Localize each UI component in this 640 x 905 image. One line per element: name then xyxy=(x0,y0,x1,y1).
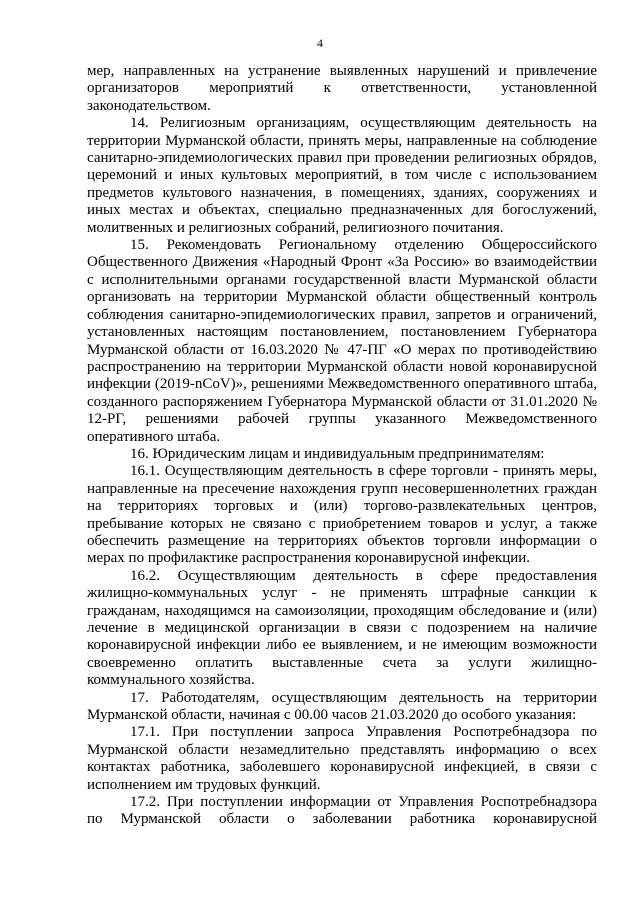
paragraph-17-1: 17.1. При поступлении запроса Управления Роспотребнадзора по Мурманской области незамедлительно представлять информацию о всех контактах работника, заболевшего коронавирусной инфекцией, в связи с исполнением им трудовых функций. xyxy=(87,724,597,793)
paragraph-16-1: 16.1. Осуществляющим деятельность в сфере торговли - принять меры, направленные на пресечение нахождения групп несовершеннолетних граждан на территориях торговых и (или) торгово-развлекательных центров, пребывание которых не связано с приобретением товаров и услуг, а также обеспечить размещение на территориях объектов торговли информации о мерах по профилактике распространения коронавирусной инфекции. xyxy=(87,463,597,567)
paragraph-16: 16. Юридическим лицам и индивидуальным предпринимателям: xyxy=(130,445,545,462)
paragraph-15: 15. Рекомендовать Региональному отделению Общероссийского Общественного Движения «Народный Фронт «За Россию» во взаимодействии с исполнительными органами государственной власти Мурманской области организовать на территории Мурманской области общественный контроль соблюдения санитарно-эпидемиологических правил, запретов и ограничений, установленных настоящим постановлением, постановлением Губернатора Мурманской области от 16.03.2020 № 47-ПГ «О мерах по противодействию распространению на территории Мурманской области новой коронавирусной инфекции (2019-nCoV)», решениями Межведомственного оперативного штаба, созданного распоряжением Губернатора Мурманской области от 31.01.2020 № 12-РГ, решениями рабочей группы указанного Межведомственного оперативного штаба. xyxy=(87,237,597,445)
document-body xyxy=(87,63,597,829)
paragraph-16-2: 16.2. Осуществляющим деятельность в сфере предоставления жилищно-коммунальных услуг - не применять штрафные санкции к гражданам, находящимся на самоизоляции, проходящим обследование и (или) лечение в медицинской организации в связи с подозрением на наличие коронавирусной инфекции либо ее выявлением, и не имеющим возможности своевременно оплатить выставленные счета за услуги жилищно-коммунального хозяйства. xyxy=(87,567,597,689)
paragraph-17: 17. Работодателям, осуществляющим деятельность на территории Мурманской области, начиная с 00.00 часов 21.03.2020 до особого указания: xyxy=(87,689,597,724)
paragraph-continuation: мер, направленных на устранение выявленных нарушений и привлечение организаторов мероприятий к ответственности, установленной законодательством. xyxy=(87,63,597,114)
page-number: 4 xyxy=(317,36,323,50)
paragraph-17-2: 17.2. При поступлении информации от Управления Роспотребнадзора по Мурманской области о заболевании работника коронавирусной xyxy=(87,794,597,828)
paragraph-14: 14. Религиозным организациям, осуществляющим деятельность на территории Мурманской области, принять меры, направленные на соблюдение санитарно-эпидемиологических правил при проведении религиозных обрядов, церемоний и иных культовых мероприятий, в том числе с использованием предметов культового назначения, в помещениях, зданиях, сооружениях и иных местах и объектах, специально предназначенных для богослужений, молитвенных и религиозных собраний, религиозного почитания. xyxy=(87,115,597,236)
